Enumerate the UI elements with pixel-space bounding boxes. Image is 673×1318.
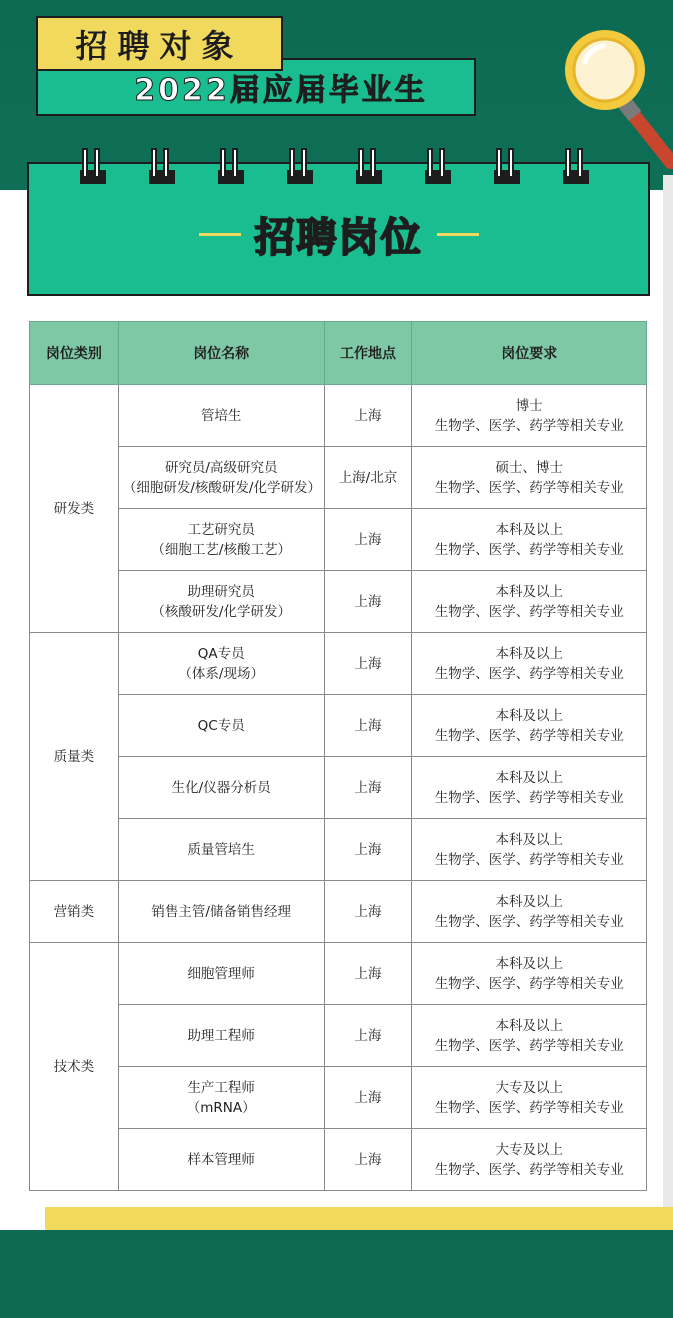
requirement-cell: 大专及以上 生物学、医学、药学等相关专业 [412,1067,647,1129]
position-cell: 研究员/高级研究员 （细胞研发/核酸研发/化学研发） [118,447,324,509]
location-cell: 上海 [324,881,412,943]
banner-dash-right [437,233,479,236]
position-cell: QC专员 [118,695,324,757]
requirement-cell: 本科及以上 生物学、医学、药学等相关专业 [412,509,647,571]
binder-rings [80,148,589,188]
location-cell: 上海 [324,571,412,633]
position-cell: 生化/仪器分析员 [118,757,324,819]
requirement-cell: 本科及以上 生物学、医学、药学等相关专业 [412,695,647,757]
target-audience-label: 招聘对象 [75,26,244,65]
header-position: 岗位名称 [118,322,324,385]
position-cell: 细胞管理师 [118,943,324,1005]
binder-ring-icon [287,148,313,188]
binder-ring-icon [149,148,175,188]
header-category: 岗位类别 [30,322,119,385]
table-row [30,509,647,571]
footer-background [0,1230,673,1318]
location-cell: 上海 [324,757,412,819]
location-cell: 上海/北京 [324,447,412,509]
table-row [30,881,647,943]
position-cell: 管培生 [118,385,324,447]
position-cell: 工艺研究员 （细胞工艺/核酸工艺） [118,509,324,571]
table-row [30,757,647,819]
banner-title: 招聘岗位 [254,214,423,261]
location-cell: 上海 [324,1067,412,1129]
binder-ring-icon [356,148,382,188]
location-cell: 上海 [324,1005,412,1067]
table-header-row [30,322,647,385]
table-row [30,1129,647,1191]
requirement-cell: 博士 生物学、医学、药学等相关专业 [412,385,647,447]
position-cell: 助理工程师 [118,1005,324,1067]
location-cell: 上海 [324,633,412,695]
requirement-cell: 本科及以上 生物学、医学、药学等相关专业 [412,757,647,819]
category-cell: 质量类 [30,633,119,881]
requirement-cell: 硕士、博士 生物学、医学、药学等相关专业 [412,447,647,509]
paper-shadow [663,175,673,1235]
table-row [30,633,647,695]
position-cell: 样本管理师 [118,1129,324,1191]
requirement-cell: 大专及以上 生物学、医学、药学等相关专业 [412,1129,647,1191]
table-row [30,1067,647,1129]
binder-ring-icon [494,148,520,188]
header-location: 工作地点 [324,322,412,385]
jobs-table [29,321,647,1191]
location-cell: 上海 [324,943,412,1005]
location-cell: 上海 [324,695,412,757]
location-cell: 上海 [324,1129,412,1191]
location-cell: 上海 [324,819,412,881]
binder-ring-icon [80,148,106,188]
graduates-label: 2022届应届毕业生 [134,73,428,108]
position-cell: 销售主管/储备销售经理 [118,881,324,943]
binder-ring-icon [218,148,244,188]
target-audience-tag [36,16,283,71]
binder-ring-icon [563,148,589,188]
position-cell: 助理研究员 （核酸研发/化学研发） [118,571,324,633]
table-row [30,385,647,447]
category-cell: 技术类 [30,943,119,1191]
table-row [30,695,647,757]
table-row [30,819,647,881]
requirement-cell: 本科及以上 生物学、医学、药学等相关专业 [412,881,647,943]
category-cell: 研发类 [30,385,119,633]
location-cell: 上海 [324,385,412,447]
position-cell: 质量管培生 [118,819,324,881]
position-cell: 生产工程师 （mRNA） [118,1067,324,1129]
requirement-cell: 本科及以上 生物学、医学、药学等相关专业 [412,819,647,881]
table-row [30,447,647,509]
table-row [30,571,647,633]
location-cell: 上海 [324,509,412,571]
banner-dash-left [199,233,241,236]
category-cell: 营销类 [30,881,119,943]
requirement-cell: 本科及以上 生物学、医学、药学等相关专业 [412,943,647,1005]
requirement-cell: 本科及以上 生物学、医学、药学等相关专业 [412,633,647,695]
table-row [30,1005,647,1067]
requirement-cell: 本科及以上 生物学、医学、药学等相关专业 [412,1005,647,1067]
requirement-cell: 本科及以上 生物学、医学、药学等相关专业 [412,571,647,633]
binder-ring-icon [425,148,451,188]
position-cell: QA专员 （体系/现场） [118,633,324,695]
header-requirement: 岗位要求 [412,322,647,385]
table-row [30,943,647,1005]
